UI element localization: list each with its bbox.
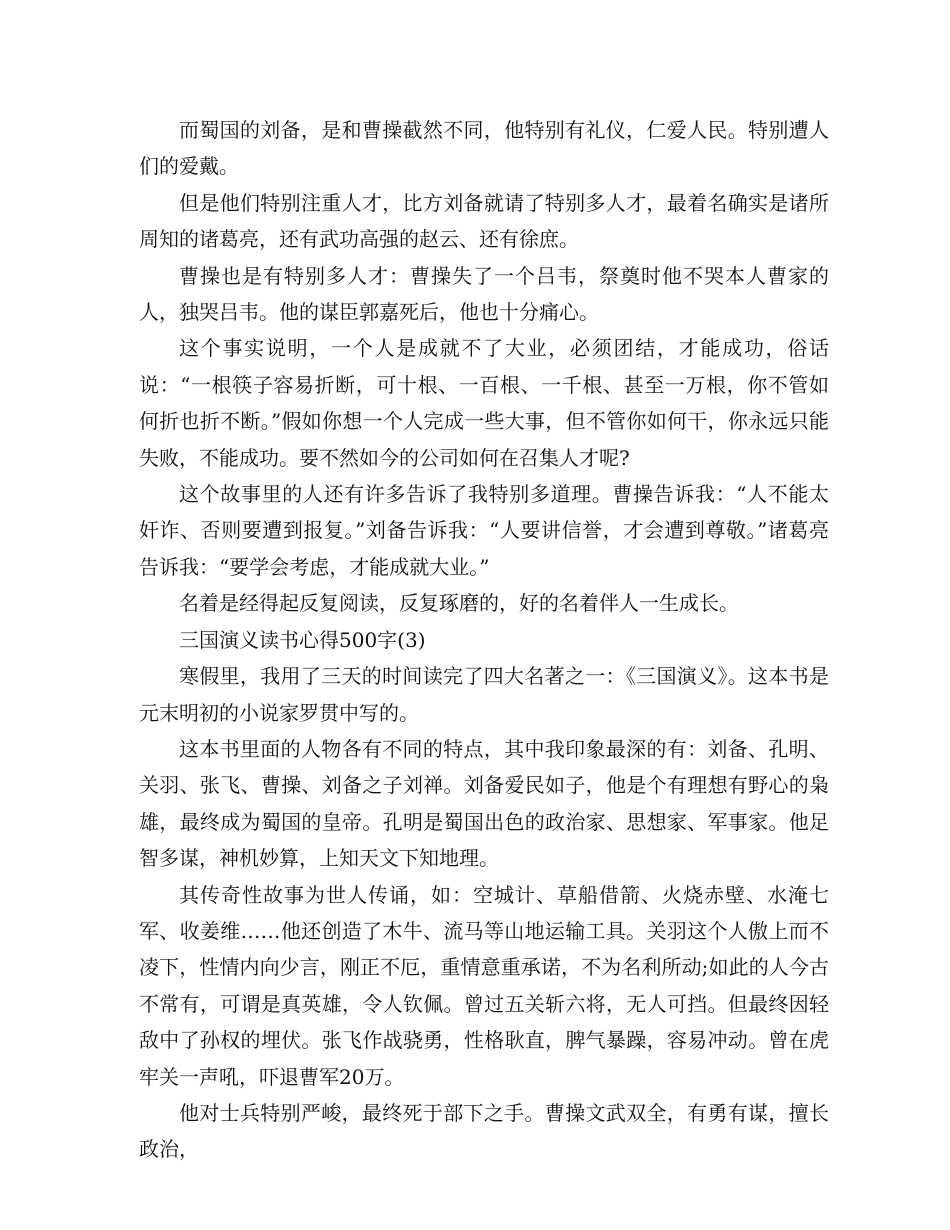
paragraph-4: 这个事实说明，一个人是成就不了大业，必须团结，才能成功，俗话说：“一根筷子容易折断，可十根、一百根、一千根、甚至一万根，你不管如何折也折不断。”假如你想一个人完成一些大事，但不管你如何干，你永远只能失败，不能成功。要不然如今的公司如何在召集人才呢? <box>139 336 829 470</box>
document-body <box>139 112 829 1168</box>
paragraph-3: 曹操也是有特别多人才：曹操失了一个吕韦，祭奠时他不哭本人曹家的人，独哭吕韦。他的谋臣郭嘉死后，他也十分痛心。 <box>139 263 829 325</box>
paragraph-7: 寒假里，我用了三天的时间读完了四大名著之一：《三国演义》。这本书是元末明初的小说家罗贯中写的。 <box>139 664 829 725</box>
section-title: 三国演义读书心得500字(3) <box>179 627 426 652</box>
paragraph-8: 这本书里面的人物各有不同的特点，其中我印象最深的有：刘备、孔明、关羽、张飞、曹操、刘备之子刘禅。刘备爱民如子，他是个有理想有野心的枭雄，最终成为蜀国的皇帝。孔明是蜀国出色的政治家、思想家、军事家。他足智多谋，神机妙算，上知天文下知地理。 <box>139 736 829 871</box>
paragraph-10: 他对士兵特别严峻，最终死于部下之手。曹操文武双全，有勇有谋，擅长政治， <box>139 1100 829 1162</box>
paragraph-9: 其传奇性故事为世人传诵，如：空城计、草船借箭、火烧赤壁、水淹七军、收姜维……他还创造了木牛、流马等山地运输工具。关羽这个人傲上而不凌下，性情内向少言，刚正不厄，重情意重承诺，不为名利所动;如此的人今古不常有，可谓是真英雄，令人钦佩。曾过五关斩六将，无人可挡。但最终因轻敌中了孙权的埋伏。张飞作战骁勇，性格耿直，脾气暴躁，容易冲动。曾在虎牢关一声吼，吓退曹军20万。 <box>139 882 829 1089</box>
paragraph-6: 名着是经得起反复阅读，反复琢磨的，好的名着伴人一生成长。 <box>179 591 739 616</box>
paragraph-1: 而蜀国的刘备，是和曹操截然不同，他特别有礼仪，仁爱人民。特别遭人们的爱戴。 <box>139 118 829 179</box>
paragraph-2: 但是他们特别注重人才，比方刘备就请了特别多人才，最着名确实是诸所周知的诸葛亮，还有武功高强的赵云、还有徐庶。 <box>139 190 829 252</box>
paragraph-5: 这个故事里的人还有许多告诉了我特别多道理。曹操告诉我：“人不能太奸诈、否则要遭到报复。”刘备告诉我：“人要讲信誉，才会遭到尊敬。”诸葛亮告诉我：“要学会考虑，才能成就大业。” <box>139 482 829 579</box>
